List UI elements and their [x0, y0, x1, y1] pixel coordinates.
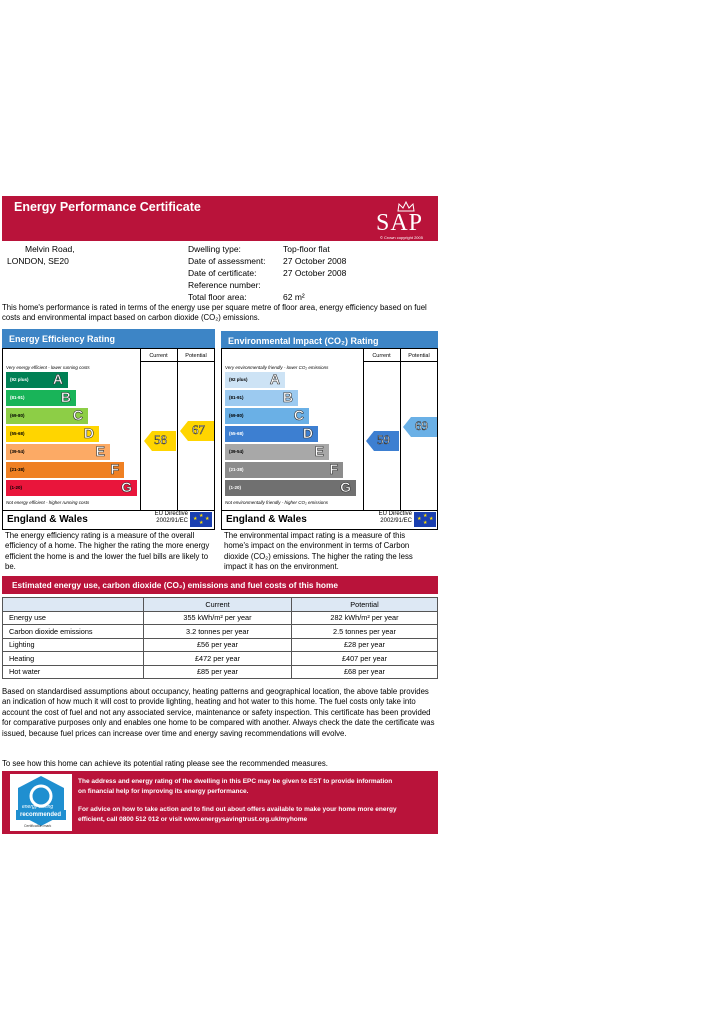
band-e: (39-54) E: [225, 444, 329, 460]
band-d: (55-68) D: [6, 426, 99, 442]
bottom-caption: Not environmentally friendly - higher CO₂ emissions: [225, 500, 329, 505]
band-c: (69-80) C: [6, 408, 88, 424]
bottom-caption: Not energy efficient - higher running costs: [6, 500, 90, 505]
col-potential: Potential: [292, 598, 438, 612]
sap-copyright: © Crown copyright 2005: [380, 235, 423, 240]
detail-value: 27 October 2008: [283, 256, 347, 266]
region-label: England & Wales: [226, 514, 307, 525]
band-g: (1-20) G: [6, 480, 137, 496]
current-rating-value: 58: [154, 432, 167, 447]
current-rating-arrow: [366, 431, 399, 451]
logo-line-1: energy saving: [22, 804, 54, 810]
col-current: Current: [149, 353, 168, 359]
table-row: Energy use 355 kWh/m² per year 282 kWh/m² per year: [3, 611, 438, 625]
table-row: Hot water £85 per year £68 per year: [3, 665, 438, 679]
table-row: Carbon dioxide emissions 3.2 tonnes per year 2.5 tonnes per year: [3, 625, 438, 639]
band-e: (39-54) E: [6, 444, 110, 460]
address-line-2: LONDON, SE20: [7, 256, 69, 266]
band-b: (81-91) B: [225, 390, 298, 406]
table-row: Heating £472 per year £407 per year: [3, 652, 438, 666]
detail-value: 62 m²: [283, 292, 305, 302]
footer-text-1: The address and energy rating of the dwelling in this EPC may be given to EST to provide information on financial help for improving its energy performance.: [78, 778, 393, 795]
energy-saving-logo-icon: [10, 774, 72, 831]
band-b: (81-91) B: [6, 390, 76, 406]
sap-logo-text: SAP: [376, 210, 424, 236]
detail-label: Date of assessment:: [188, 256, 266, 266]
estimates-title: Estimated energy use, carbon dioxide (CO₂) emissions and fuel costs of this home: [12, 580, 338, 590]
energy-saving-recommended-logo: [10, 774, 72, 831]
sap-logo: [376, 200, 436, 242]
current-rating-arrow: [144, 431, 176, 451]
band-a: (92 plus) A: [6, 372, 68, 388]
efficiency-panel: [2, 348, 215, 511]
environmental-panel-title: Environmental Impact (CO₂) Rating: [221, 331, 438, 351]
efficiency-panel-title: Energy Efficiency Rating: [2, 329, 215, 349]
col-potential: Potential: [185, 353, 207, 359]
band-c: (69-80) C: [225, 408, 309, 424]
eu-directive: EU Directive 2002/91/EC: [378, 511, 412, 524]
region-label: England & Wales: [7, 514, 88, 525]
top-caption: Very environmentally friendly - lower CO₂ emissions: [225, 365, 329, 370]
current-rating-value: 59: [377, 432, 390, 447]
band-f: (21-38) F: [225, 462, 343, 478]
potential-rating-arrow: [180, 421, 214, 441]
detail-value: 27 October 2008: [283, 268, 347, 278]
table-row: Lighting £56 per year £28 per year: [3, 638, 438, 652]
band-g: (1-20) G: [225, 480, 356, 496]
certificate-title: Energy Performance Certificate: [14, 200, 201, 214]
band-d: (55-68) D: [225, 426, 318, 442]
logo-caption: Certification mark: [24, 824, 52, 828]
est-footer: [2, 771, 438, 834]
band-a: (92 plus) A: [225, 372, 285, 388]
eu-directive: EU Directive 2002/91/EC: [154, 511, 188, 524]
address-line-1: Melvin Road,: [25, 244, 75, 254]
environmental-panel: [221, 348, 438, 511]
col-current: Current: [372, 353, 391, 359]
detail-label: Dwelling type:: [188, 244, 241, 254]
band-f: (21-38) F: [6, 462, 124, 478]
see-measures-text: To see how this home can achieve its potential rating please see the recommended measures.: [2, 759, 328, 768]
potential-rating-value: 67: [192, 422, 205, 437]
detail-label: Reference number:: [188, 280, 261, 290]
potential-rating-arrow: [403, 417, 437, 437]
col-potential: Potential: [408, 353, 430, 359]
eu-flag-icon: ★ ★ ★ ★: [414, 512, 436, 527]
efficiency-description: The energy efficiency rating is a measure of the overall efficiency of a home. The higher the rating the more energy efficient the home is and the lower the fuel bills are likely to be.: [5, 531, 210, 572]
col-current: Current: [144, 598, 292, 612]
environmental-description: The environmental impact rating is a measure of this home's impact on the environment in terms of Carbon dioxide (CO₂) emissions. The higher the rating the less impact it has on the environment.: [224, 531, 413, 572]
top-caption: Very energy efficient - lower running costs: [6, 365, 90, 370]
detail-value: Top-floor flat: [283, 244, 330, 254]
assumptions-text: Based on standardised assumptions about occupancy, heating patterns and geographical location, the above table provides an indication of how much it will cost to provide lighting, heating and hot water to this home. The fuel costs only take into account the cost of fuel and not any associated service, maintenance or safety inspection. This certificate has been provided for comparative purposes only and enables one home to be compared with another. Always check the date the certificate was issued, because fuel prices can increase over time and energy saving recommendations will evolve.: [2, 687, 435, 738]
detail-label: Date of certificate:: [188, 268, 257, 278]
potential-rating-value: 69: [415, 418, 428, 433]
estimates-table: [2, 597, 438, 679]
eu-flag-icon: ★ ★ ★ ★: [190, 512, 212, 527]
detail-label: Total floor area:: [188, 292, 247, 302]
intro-text: This home's performance is rated in terms of the energy use per square metre of floor area, energy efficiency based on fuel costs and environmental impact based on carbon dioxide (CO₂) emissions.: [2, 303, 427, 323]
logo-line-2: recommended: [20, 812, 62, 818]
footer-text-2: For advice on how to take action and to find out about offers available to make your home more energy efficient, call 0800 512 012 or visit www.energysavingtrust.org.uk/myhome: [78, 806, 397, 823]
